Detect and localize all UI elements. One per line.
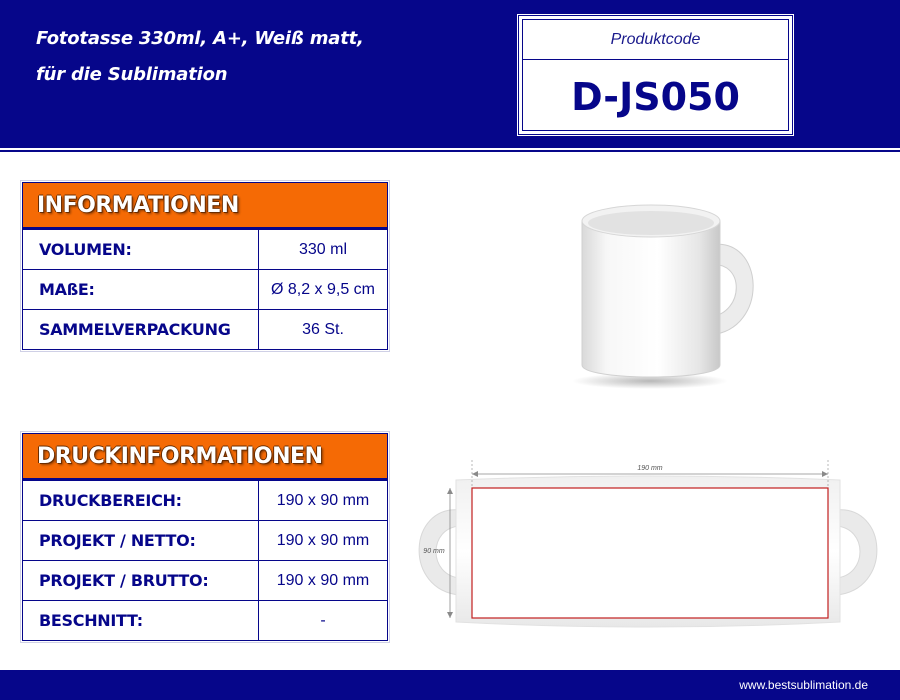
template-height-label: 90 mm	[423, 548, 445, 555]
info-value-dimensions: Ø 8,2 x 9,5 cm	[270, 281, 376, 298]
table-row	[23, 269, 387, 309]
print-info-table-heading: DRUCKINFORMATIONEN	[23, 434, 387, 480]
print-value-net: 190 x 90 mm	[276, 532, 370, 549]
print-key-bleed: BESCHNITT:	[23, 601, 259, 640]
info-value-volume: 330 ml	[298, 241, 348, 258]
product-code-label: Produktcode	[523, 20, 788, 60]
table-row	[23, 480, 387, 520]
table-row	[23, 600, 387, 640]
info-table-heading: INFORMATIONEN	[23, 183, 387, 229]
product-title-line-2: für die Sublimation	[36, 64, 228, 85]
product-code-box	[518, 15, 793, 135]
mug-photo	[560, 195, 775, 395]
table-row	[23, 560, 387, 600]
print-key-net: PROJEKT / NETTO:	[23, 521, 259, 560]
template-width-label: 190 mm	[637, 465, 663, 472]
print-value-bleed: -	[320, 612, 326, 629]
info-key-packaging: SAMMELVERPACKUNG	[23, 310, 259, 349]
print-value-area: 190 x 90 mm	[276, 492, 370, 509]
table-row	[23, 520, 387, 560]
print-template-diagram	[398, 450, 898, 650]
print-key-area: DRUCKBEREICH:	[23, 481, 259, 520]
header-banner	[0, 0, 900, 148]
table-row	[23, 229, 387, 269]
product-code-value: D-JS050	[571, 75, 740, 119]
print-value-gross: 190 x 90 mm	[276, 572, 370, 589]
print-key-gross: PROJEKT / BRUTTO:	[23, 561, 259, 600]
info-key-dimensions: MAßE:	[23, 270, 259, 309]
product-title-line-1: Fototasse 330ml, A+, Weiß matt,	[36, 28, 364, 49]
print-info-table	[22, 433, 388, 641]
info-table	[22, 182, 388, 350]
website-url: www.bestsublimation.de	[739, 678, 868, 692]
info-key-volume: VOLUMEN:	[23, 230, 259, 269]
header-divider	[0, 148, 900, 152]
info-value-packaging: 36 St.	[302, 321, 344, 338]
footer-bar	[0, 670, 900, 700]
table-row	[23, 309, 387, 349]
